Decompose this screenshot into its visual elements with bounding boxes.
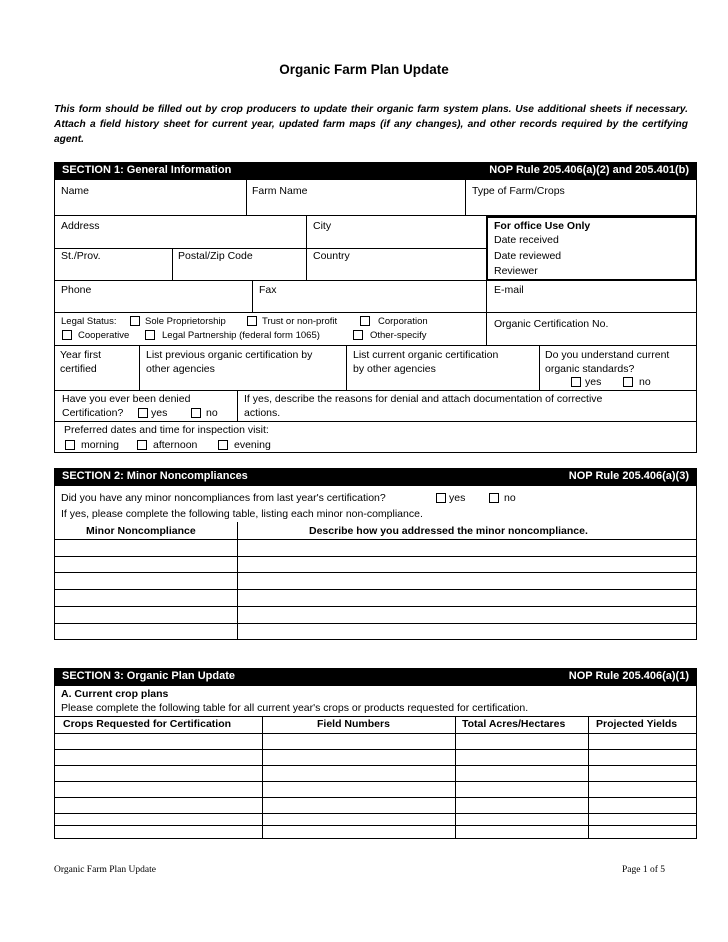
phone-label: Phone bbox=[61, 284, 92, 296]
email-label: E-mail bbox=[494, 284, 524, 296]
partnership-checkbox[interactable] bbox=[145, 330, 155, 340]
country-label: Country bbox=[313, 250, 350, 262]
section1-header bbox=[54, 162, 697, 179]
section1-rule: NOP Rule 205.406(a)(2) and 205.401(b) bbox=[489, 164, 689, 176]
footer-page-number: Page 1 of 5 bbox=[622, 865, 666, 875]
noncompliance-yes-checkbox[interactable] bbox=[436, 493, 446, 503]
postal-label: Postal/Zip Code bbox=[178, 250, 253, 262]
curr-cert-label: List current organic certification bbox=[353, 349, 499, 361]
sole-proprietorship-label: Sole Proprietorship bbox=[145, 316, 226, 327]
cert-number-label: Organic Certification No. bbox=[494, 318, 609, 330]
understand-label-2: organic standards? bbox=[545, 363, 635, 375]
understand-label: Do you understand current bbox=[545, 349, 670, 361]
type-of-farm-label: Type of Farm/Crops bbox=[472, 185, 565, 197]
cooperative-label: Cooperative bbox=[78, 330, 130, 341]
sole-proprietorship-checkbox[interactable] bbox=[130, 316, 140, 326]
crops-col1-header: Crops Requested for Certification bbox=[63, 718, 232, 730]
denial-reasons-label: If yes, describe the reasons for denial and attach documentation of corrective bbox=[244, 393, 603, 405]
stprov-label: St./Prov. bbox=[61, 250, 101, 262]
fax-label: Fax bbox=[259, 284, 277, 296]
trust-checkbox[interactable] bbox=[247, 316, 257, 326]
office-use-label: For office Use Only bbox=[494, 220, 591, 232]
crop-plans-instruction: Please complete the following table for all current year's crops or products requested for certification. bbox=[61, 702, 529, 714]
reviewer-label: Reviewer bbox=[494, 265, 538, 277]
other-specify-checkbox[interactable] bbox=[353, 330, 363, 340]
denied-no-label: no bbox=[206, 407, 218, 419]
morning-checkbox[interactable] bbox=[65, 440, 75, 450]
pref-dates-label: Preferred dates and time for inspection visit: bbox=[64, 424, 269, 436]
understand-no-label: no bbox=[639, 376, 651, 388]
crops-col4-header: Projected Yields bbox=[596, 718, 678, 730]
date-reviewed-label: Date reviewed bbox=[494, 250, 562, 262]
intro-text: This form should be filled out by crop producers to update their organic farm system plans. Use additional sheets if necessary. Attach a field history sheet for current year, updated farm maps (if any changes), and other records required by the certifying agent. bbox=[54, 104, 688, 145]
legal-status-label: Legal Status: bbox=[61, 316, 117, 327]
section3-rule: NOP Rule 205.406(a)(1) bbox=[568, 670, 689, 682]
curr-cert-label-2: by other agencies bbox=[353, 363, 436, 375]
corporation-label: Corporation bbox=[378, 316, 428, 327]
denied-yes-checkbox[interactable] bbox=[138, 408, 148, 418]
corporation-checkbox[interactable] bbox=[360, 316, 370, 326]
understand-no-checkbox[interactable] bbox=[623, 377, 633, 387]
page-title: Organic Farm Plan Update bbox=[279, 62, 449, 77]
date-received-label: Date received bbox=[494, 234, 559, 246]
partnership-label: Legal Partnership (federal form 1065) bbox=[162, 330, 320, 341]
section3-header bbox=[54, 668, 697, 685]
noncompliance-no-checkbox[interactable] bbox=[489, 493, 499, 503]
denied-yes-label: yes bbox=[151, 407, 168, 419]
denied-no-checkbox[interactable] bbox=[191, 408, 201, 418]
noncompliance-yes-label: yes bbox=[449, 492, 466, 504]
denied-label-2: Certification? bbox=[62, 407, 124, 419]
minor-noncompliance-question: Did you have any minor noncompliances from last year's certification? bbox=[61, 492, 386, 504]
morning-label: morning bbox=[81, 439, 119, 451]
noncompliance-col2-header: Describe how you addressed the minor noncompliance. bbox=[309, 525, 588, 537]
denial-reasons-label-2: actions. bbox=[244, 407, 281, 419]
section2-rule: NOP Rule 205.406(a)(3) bbox=[568, 470, 689, 482]
city-label: City bbox=[313, 220, 332, 232]
noncompliance-no-label: no bbox=[504, 492, 516, 504]
afternoon-checkbox[interactable] bbox=[137, 440, 147, 450]
prev-cert-label-2: other agencies bbox=[146, 363, 215, 375]
noncompliance-instruction: If yes, please complete the following table, listing each minor non-compliance. bbox=[61, 508, 423, 520]
trust-label: Trust or non-profit bbox=[262, 316, 338, 327]
crops-col3-header: Total Acres/Hectares bbox=[462, 718, 566, 730]
afternoon-label: afternoon bbox=[153, 439, 198, 451]
evening-checkbox[interactable] bbox=[218, 440, 228, 450]
other-specify-label: Other-specify bbox=[370, 330, 427, 341]
address-label: Address bbox=[61, 220, 100, 232]
section1-title: SECTION 1: General Information bbox=[62, 164, 232, 176]
year-first-label: Year first bbox=[60, 349, 102, 361]
name-label: Name bbox=[61, 185, 90, 197]
section2-header bbox=[54, 468, 697, 485]
denied-label: Have you ever been denied bbox=[62, 393, 191, 405]
footer-title: Organic Farm Plan Update bbox=[54, 865, 156, 875]
section2-title: SECTION 2: Minor Noncompliances bbox=[62, 470, 248, 482]
year-first-label-2: certified bbox=[60, 363, 97, 375]
crops-col2-header: Field Numbers bbox=[317, 718, 390, 730]
understand-yes-label: yes bbox=[585, 376, 602, 388]
prev-cert-label: List previous organic certification by bbox=[146, 349, 313, 361]
cooperative-checkbox[interactable] bbox=[62, 330, 72, 340]
section3-title: SECTION 3: Organic Plan Update bbox=[62, 670, 235, 682]
noncompliance-col1-header: Minor Noncompliance bbox=[86, 525, 196, 537]
evening-label: evening bbox=[234, 439, 271, 451]
farm-name-label: Farm Name bbox=[252, 185, 308, 197]
understand-yes-checkbox[interactable] bbox=[571, 377, 581, 387]
current-crop-plans-heading: A. Current crop plans bbox=[61, 688, 169, 700]
